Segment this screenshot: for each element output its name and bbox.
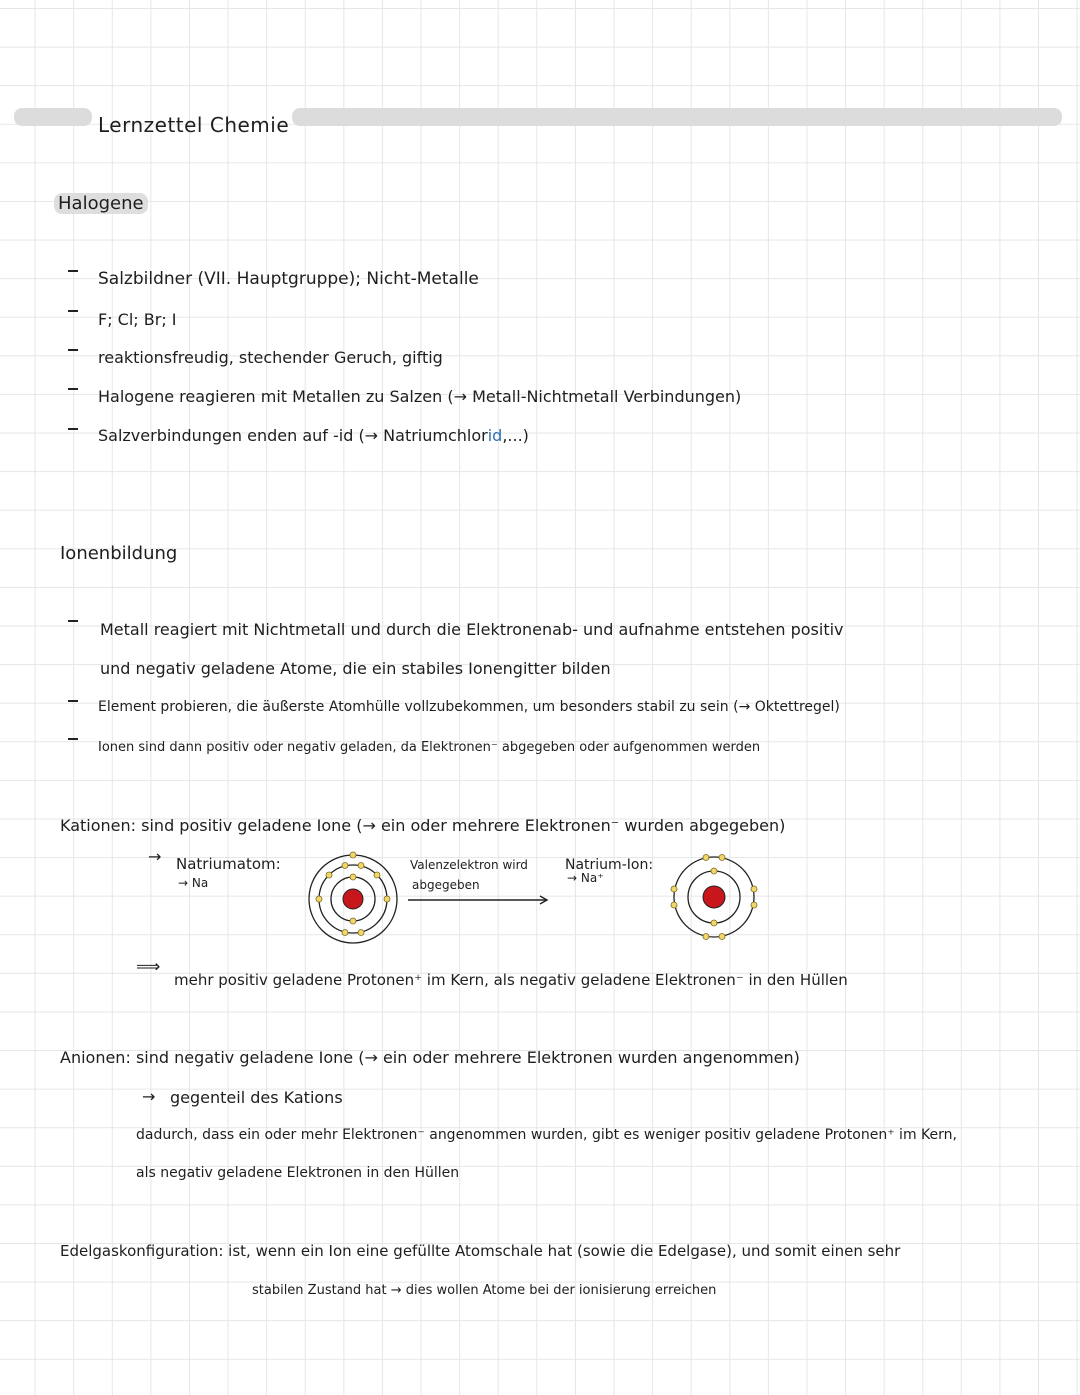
kationen-text: sind positiv geladene Ione (→ ein oder mehrere Elektronen⁻ wurden abgegeben) xyxy=(141,816,786,835)
bullet-dash xyxy=(68,270,78,272)
bullet-dash xyxy=(68,388,78,390)
anionen-opposite: gegenteil des Kations xyxy=(170,1088,343,1107)
header-bar-left xyxy=(14,108,92,126)
arrow-icon: → xyxy=(148,847,162,866)
halogene-item-3: reaktionsfreudig, stechender Geruch, giftig xyxy=(98,348,443,367)
halogene-item-5: Salzverbindungen enden auf -id (→ Natriumchlorid,...) xyxy=(98,426,529,445)
arrow-label-line-1: Valenzelektron wird xyxy=(410,858,528,872)
halogene-item-1: Salzbildner (VII. Hauptgruppe); Nicht-Metalle xyxy=(98,269,479,289)
bullet-dash xyxy=(68,620,78,622)
bullet-dash xyxy=(68,310,78,312)
nucleus xyxy=(343,889,363,909)
bullet-dash xyxy=(68,428,78,430)
bullet-dash xyxy=(68,700,78,702)
natriumatom-symbol: → Na xyxy=(178,876,209,890)
kationen-term: Kationen: xyxy=(60,816,137,835)
edelgas-definition xyxy=(60,1242,900,1260)
natrium-ion-label: Natrium-Ion: xyxy=(565,857,654,873)
halogene-item-4: Halogene reagieren mit Metallen zu Salzen (→ Metall-Nichtmetall Verbindungen) xyxy=(98,387,742,406)
edelgas-line-2: stabilen Zustand hat → dies wollen Atome bei der ionisierung erreichen xyxy=(252,1283,717,1298)
ionenbildung-item-2: Element probieren, die äußerste Atomhülle vollzubekommen, um besonders stabil zu sein (→ Oktettregel) xyxy=(98,699,840,715)
section-heading-halogene: Halogene xyxy=(54,193,148,214)
kationen-definition xyxy=(60,816,785,835)
ionenbildung-item-1-line-2: und negativ geladene Atome, die ein stabiles Ionengitter bilden xyxy=(100,659,611,678)
highlight-suffix-id: id xyxy=(487,426,503,445)
section-heading-ionenbildung: Ionenbildung xyxy=(60,543,178,564)
edelgas-line-1: ist, wenn ein Ion eine gefüllte Atomschale hat (sowie die Edelgase), und somit einen sehr xyxy=(228,1242,901,1260)
bullet-dash xyxy=(68,738,78,740)
reaction-arrow-icon xyxy=(408,894,553,906)
sodium-atom-diagram xyxy=(303,849,403,949)
anionen-line-2: als negativ geladene Elektronen in den Hüllen xyxy=(136,1165,460,1181)
anionen-text: sind negativ geladene Ione (→ ein oder mehrere Elektronen wurden angenommen) xyxy=(135,1048,800,1067)
natriumatom-label: Natriumatom: xyxy=(176,855,281,873)
header-bar-right xyxy=(292,108,1062,126)
anionen-term: Anionen: xyxy=(60,1048,131,1067)
anionen-definition xyxy=(60,1048,800,1067)
nucleus xyxy=(703,886,725,908)
edelgas-term: Edelgaskonfiguration: xyxy=(60,1242,224,1260)
arrow-label-line-2: abgegeben xyxy=(412,878,480,892)
ionenbildung-item-3: Ionen sind dann positiv oder negativ geladen, da Elektronen⁻ abgegeben oder aufgenommen werden xyxy=(98,740,761,755)
kationen-conclusion: mehr positiv geladene Protonen⁺ im Kern, als negativ geladene Elektronen⁻ in den Hüllen xyxy=(174,971,848,989)
halogene-item-2: F; Cl; Br; I xyxy=(98,310,177,329)
natrium-ion-symbol: → Na⁺ xyxy=(567,871,604,885)
sodium-ion-diagram xyxy=(664,847,764,947)
anionen-line-1: dadurch, dass ein oder mehr Elektronen⁻ angenommen wurden, gibt es weniger positiv geladene Protonen⁺ im Kern, xyxy=(136,1127,957,1143)
ionenbildung-item-1-line-1: Metall reagiert mit Nichtmetall und durch die Elektronenab- und aufnahme entstehen positiv xyxy=(100,620,844,639)
implies-arrow-icon: ⟹ xyxy=(136,957,161,977)
bullet-dash xyxy=(68,349,78,351)
arrow-icon: → xyxy=(142,1087,156,1106)
page-title: Lernzettel Chemie xyxy=(98,113,290,137)
